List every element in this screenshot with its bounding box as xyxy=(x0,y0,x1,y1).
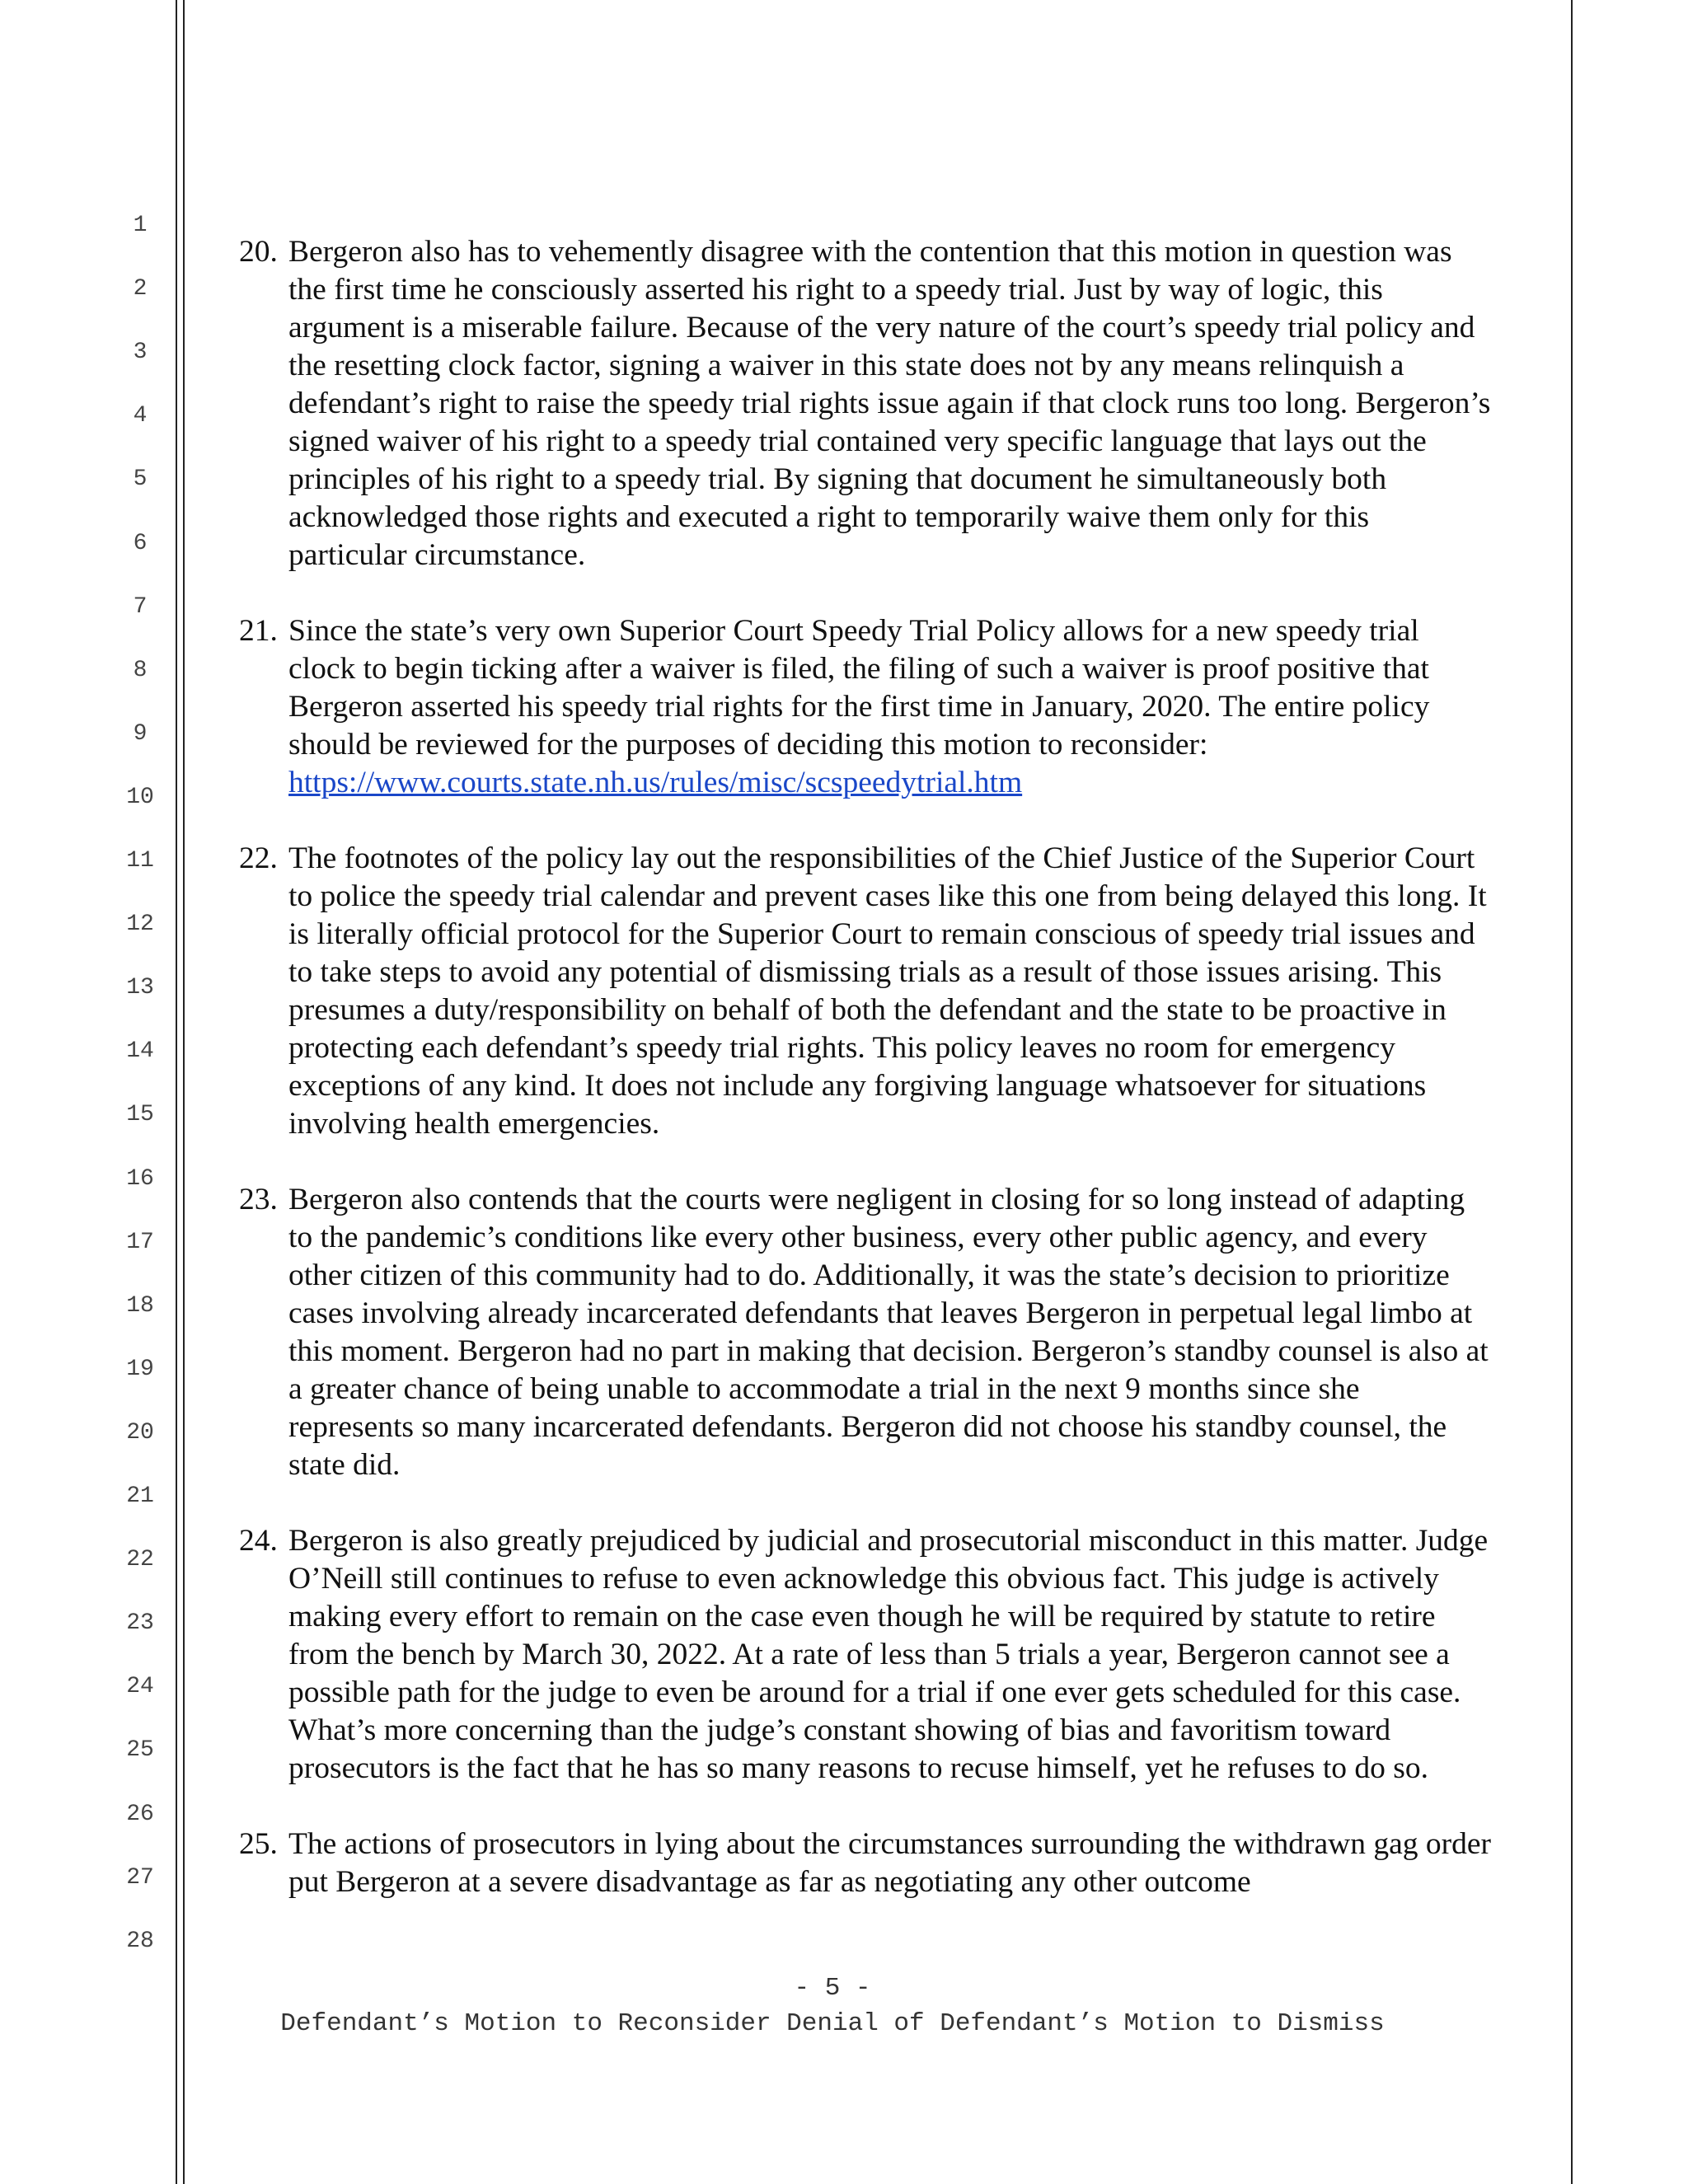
line-number: 9 xyxy=(133,720,148,747)
line-number: 16 xyxy=(126,1165,154,1192)
paragraph-number: 25. xyxy=(239,1827,278,1861)
left-margin-rule-outer xyxy=(176,0,177,2184)
line-number: 1 xyxy=(133,213,148,238)
paragraph-number: 23. xyxy=(239,1183,278,1216)
paragraph-22 xyxy=(239,840,1492,1143)
line-number: 26 xyxy=(126,1801,154,1827)
line-number: 15 xyxy=(126,1102,154,1128)
line-number: 3 xyxy=(133,340,148,366)
line-number: 12 xyxy=(126,912,154,938)
paragraph-text: The footnotes of the policy lay out the responsibilities of the Chief Justice of the Superior Court to police the speedy trial calendar and prevent cases like this one from being delayed this long. It is literally official protocol for the Superior Court to remain conscious of speedy trial issues and to take steps to avoid any potential of dismissing trials as a result of those issues arising. This presumes a duty/responsibility on behalf of both the defendant and the state to be proactive in protecting each defendant’s speedy trial rights. This policy leaves no room for emergency exceptions of any kind. It does not include any forgiving language whatsoever for situations involving health emergencies. xyxy=(288,841,1487,1141)
paragraph-21 xyxy=(239,612,1492,802)
line-number: 17 xyxy=(126,1229,154,1255)
right-margin-rule xyxy=(1571,0,1573,2184)
line-number: 18 xyxy=(126,1292,154,1319)
speedy-trial-policy-link[interactable]: https://www.courts.state.nh.us/rules/misc/scspeedytrial.htm xyxy=(288,766,1023,799)
line-number: 6 xyxy=(133,530,148,556)
paragraph-text: Bergeron is also greatly prejudiced by judicial and prosecutorial misconduct in this matter. Judge O’Neill still continues to refuse to even acknowledge this obvious fact. This judge is actively making every effort to remain on the case even though he will be required by statute to retire from the bench by March 30, 2022. At a rate of less than 5 trials a year, Bergeron cannot see a possible path for the judge to even be around for a trial if one ever gets scheduled for this case. What’s more concerning than the judge’s constant showing of bias and favoritism toward prosecutors is the fact that he has so many reasons to recuse himself, yet he refuses to do so. xyxy=(288,1524,1489,1785)
line-number: 21 xyxy=(126,1483,154,1509)
paragraph-text-with-link xyxy=(288,612,1492,802)
document-body xyxy=(239,233,1492,1939)
document-title-footer: Defendant’s Motion to Reconsider Denial of Defendant’s Motion to Dismiss xyxy=(280,2009,1385,2038)
line-number: 7 xyxy=(133,593,148,620)
left-margin-rule-inner xyxy=(183,0,185,2184)
line-number: 24 xyxy=(126,1674,154,1700)
paragraph-number: 21. xyxy=(239,614,278,648)
paragraph-text: The actions of prosecutors in lying about the circumstances surrounding the withdrawn gag order put Bergeron at a severe disadvantage as far as negotiating any other outcome xyxy=(288,1827,1491,1899)
line-number: 13 xyxy=(126,975,154,1001)
line-number: 10 xyxy=(126,784,154,810)
line-number: 4 xyxy=(133,403,148,429)
line-number: 20 xyxy=(126,1419,154,1446)
page-number: - 5 - xyxy=(794,1974,871,2003)
line-number: 8 xyxy=(133,657,148,683)
line-number: 14 xyxy=(126,1038,154,1065)
paragraph-number: 24. xyxy=(239,1524,278,1558)
line-number: 25 xyxy=(126,1737,154,1764)
paragraph-number: 20. xyxy=(239,235,278,269)
paragraph-text: Bergeron also has to vehemently disagree with the contention that this motion in question was the first time he consciously asserted his right to a speedy trial. Just by way of logic, this argument is a miserable failure. Because of the very nature of the court’s speedy trial policy and the resetting clock factor, signing a waiver in this state does not by any means relinquish a defendant’s right to raise the speedy trial rights issue again if that clock runs too long. Bergeron’s signed waiver of his right to a speedy trial contained very specific language that lays out the principles of his right to a speedy trial. By signing that document he simultaneously both acknowledged those rights and executed a right to temporarily waive them only for this particular circumstance. xyxy=(288,235,1491,572)
paragraph-20 xyxy=(239,233,1492,574)
paragraph-text: Bergeron also contends that the courts were negligent in closing for so long instead of adapting to the pandemic’s conditions like every other business, every other public agency, and every other citizen of this community had to do. Additionally, it was the state’s decision to prioritize cases involving already incarcerated defendants that leaves Bergeron in perpetual legal limbo at this moment. Bergeron had no part in making that decision. Bergeron’s standby counsel is also at a greater chance of being unable to accommodate a trial in the next 9 months since she represents so many incarcerated defendants. Bergeron did not choose his standby counsel, the state did. xyxy=(288,1183,1489,1482)
line-number: 23 xyxy=(126,1610,154,1637)
line-number: 2 xyxy=(133,276,148,302)
line-number: 11 xyxy=(126,848,154,874)
paragraph-25 xyxy=(239,1825,1492,1901)
paragraph-text: Since the state’s very own Superior Court Speedy Trial Policy allows for a new speedy trial clock to begin ticking after a waiver is filed, the filing of such a waiver is proof positive that Bergeron asserted his speedy trial rights for the first time in January, 2020. The entire policy should be reviewed for the purposes of deciding this motion to reconsider: xyxy=(288,614,1430,762)
line-number: 19 xyxy=(126,1356,154,1382)
line-number: 27 xyxy=(126,1864,154,1891)
line-number: 22 xyxy=(126,1547,154,1573)
line-number: 5 xyxy=(133,466,148,493)
paragraph-number: 22. xyxy=(239,841,278,875)
paragraph-23 xyxy=(239,1181,1492,1484)
paragraph-24 xyxy=(239,1522,1492,1788)
line-number: 28 xyxy=(126,1928,154,1954)
